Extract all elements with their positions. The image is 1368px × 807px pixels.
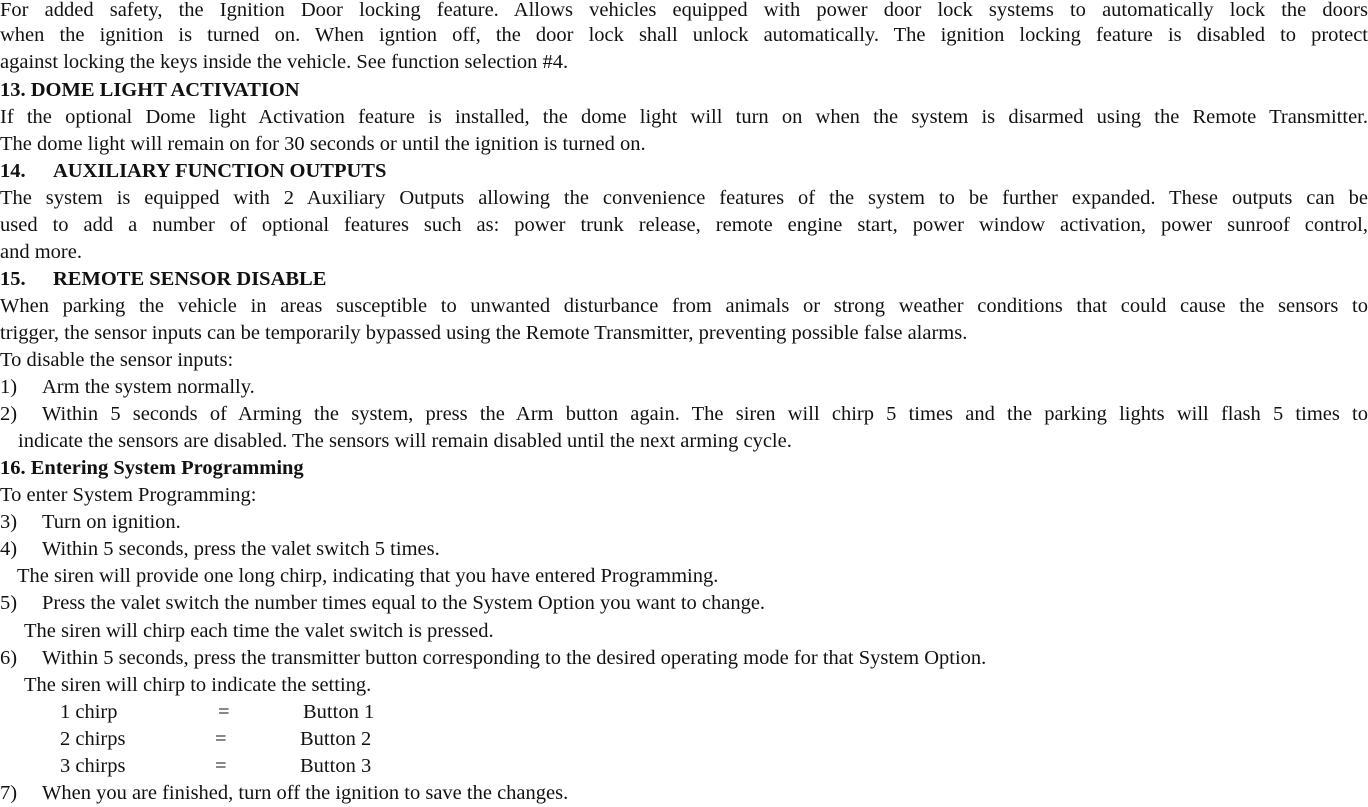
section-16-step-5-note: The siren will chirp each time the valet switch is pressed. bbox=[24, 620, 494, 642]
section-15-number: 15. bbox=[0, 268, 26, 290]
step-text: Press the valet switch the number times equal to the System Option you want to change. bbox=[42, 592, 766, 614]
section-14-line-3: and more. bbox=[0, 241, 82, 263]
table-equals-cell: = bbox=[215, 728, 227, 750]
step-number: 3) bbox=[0, 511, 18, 533]
step-text: Within 5 seconds, press the transmitter button corresponding to the desired operating mode for that System Option. bbox=[42, 647, 987, 669]
step-number: 7) bbox=[0, 782, 18, 804]
section-16-intro: To enter System Programming: bbox=[0, 484, 257, 506]
step-number: 1) bbox=[0, 376, 18, 398]
intro-line-1: For added safety, the Ignition Door locking feature. Allows vehicles equipped with power door lock systems to automatically lock the doors bbox=[0, 0, 1368, 21]
section-15-step-1 bbox=[0, 374, 255, 401]
table-equals-cell: = bbox=[218, 701, 230, 723]
section-16-step-6 bbox=[0, 645, 986, 672]
step-text: Within 5 seconds, press the valet switch 5 times. bbox=[42, 538, 440, 560]
section-16-step-7 bbox=[0, 780, 568, 807]
section-15-title: REMOTE SENSOR DISABLE bbox=[53, 268, 327, 290]
section-13-heading: 13. DOME LIGHT ACTIVATION bbox=[0, 79, 300, 101]
table-chirp-cell: 3 chirps bbox=[60, 755, 126, 777]
section-15-step-2 bbox=[0, 401, 1368, 428]
section-15-step-2-continued: indicate the sensors are disabled. The sensors will remain disabled until the next arming cycle. bbox=[18, 430, 792, 452]
section-16-heading: 16. Entering System Programming bbox=[0, 457, 304, 479]
section-15-heading bbox=[0, 266, 326, 293]
section-15-line-2: trigger, the sensor inputs can be temporarily bypassed using the Remote Transmitter, preventing possible false alarms. bbox=[0, 322, 968, 344]
step-text: Arm the system normally. bbox=[42, 376, 255, 398]
section-16-step-4 bbox=[0, 536, 440, 563]
section-13-line-1: If the optional Dome light Activation feature is installed, the dome light will turn on when the system is disarmed using the Remote Transmitter. bbox=[0, 106, 1368, 128]
step-text: Within 5 seconds of Arming the system, press the Arm button again. The siren will chirp 5 times and the parking lights will flash 5 times to bbox=[42, 403, 1368, 425]
step-number: 5) bbox=[0, 592, 18, 614]
section-13-line-2: The dome light will remain on for 30 seconds or until the ignition is turned on. bbox=[0, 133, 646, 155]
table-equals-cell: = bbox=[215, 755, 227, 777]
section-16-step-6-note: The siren will chirp to indicate the setting. bbox=[24, 674, 372, 696]
step-number: 6) bbox=[0, 647, 18, 669]
section-15-line-1: When parking the vehicle in areas susceptible to unwanted disturbance from animals or strong weather conditions that could cause the sensors to bbox=[0, 295, 1368, 317]
section-14-title: AUXILIARY FUNCTION OUTPUTS bbox=[53, 160, 387, 182]
step-text: Turn on ignition. bbox=[42, 511, 181, 533]
intro-line-2: when the ignition is turned on. When igntion off, the door lock shall unlock automatically. The ignition locking feature is disabled to protect bbox=[0, 24, 1368, 46]
table-button-cell: Button 1 bbox=[303, 701, 375, 723]
table-chirp-cell: 2 chirps bbox=[60, 728, 126, 750]
table-chirp-cell: 1 chirp bbox=[60, 701, 118, 723]
intro-line-3: against locking the keys inside the vehicle. See function selection #4. bbox=[0, 51, 569, 73]
section-15-intro: To disable the sensor inputs: bbox=[0, 349, 234, 371]
section-14-number: 14. bbox=[0, 160, 26, 182]
section-16-step-4-note: The siren will provide one long chirp, indicating that you have entered Programming. bbox=[17, 565, 719, 587]
section-14-line-1: The system is equipped with 2 Auxiliary Outputs allowing the convenience features of the system to be further expanded. These outputs can be bbox=[0, 187, 1368, 209]
section-16-step-5 bbox=[0, 590, 765, 617]
step-number: 4) bbox=[0, 538, 18, 560]
step-text: When you are finished, turn off the ignition to save the changes. bbox=[42, 782, 569, 804]
section-14-line-2: used to add a number of optional features such as: power trunk release, remote engine start, power window activation, power sunroof control, bbox=[0, 214, 1368, 236]
section-16-step-3 bbox=[0, 509, 181, 536]
section-14-heading bbox=[0, 158, 386, 185]
table-button-cell: Button 2 bbox=[300, 728, 372, 750]
table-button-cell: Button 3 bbox=[300, 755, 372, 777]
step-number: 2) bbox=[0, 403, 18, 425]
